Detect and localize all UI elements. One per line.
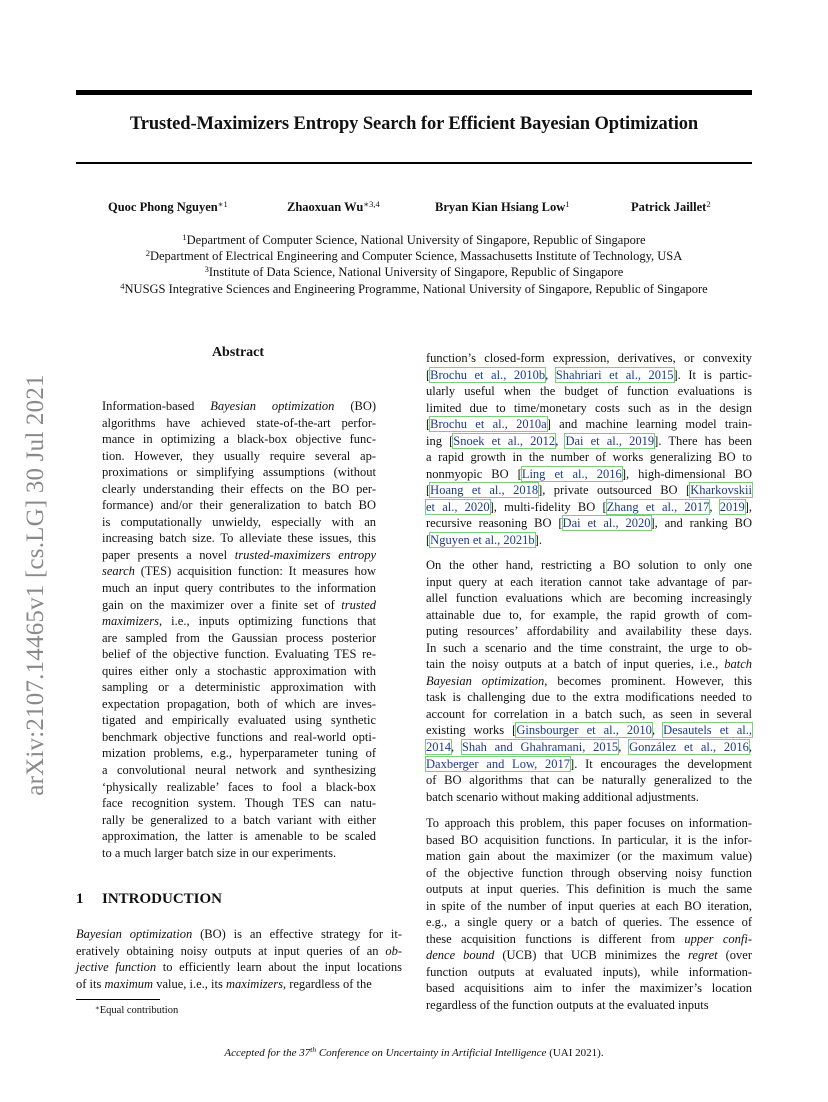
right-paragraph-3 [426,815,752,1014]
author-name: Quoc Phong Nguyen [108,200,218,214]
text-line: based BO acquisition functions. In particular, it is the infor- [426,832,752,847]
text-line: formance) and/or their generalization to batch BO [102,498,376,513]
text-line: these acquisition functions is different from upper confi- [426,931,752,946]
text-line: quires either only a stochastic approximation with [102,663,376,678]
text-line: mation gain about the maximizer (or the maximum value) [426,849,752,864]
abstract-body [102,398,376,861]
author-name: Patrick Jaillet [631,200,707,214]
section-title: INTRODUCTION [102,891,223,907]
arxiv-identifier: arXiv:2107.14465v1 [cs.LG] 30 Jul 2021 [22,374,49,796]
author-3 [435,199,570,215]
text-line: of BO algorithms that can be naturally generalized to the [426,773,752,788]
text-line: maximizers, i.e., inputs optimizing functions that [102,614,376,629]
text-line: in spite of the number of input queries at each BO iteration, [426,898,752,913]
text-line: e.g., a single query or a batch of queries. The essence of [426,915,752,930]
text-line: Bayesian optimization, becomes prominent. However, this [426,673,753,688]
text-line: batch scenario without making additional adjustments. [426,789,699,804]
right-paragraph-2 [426,557,752,805]
text-line: et al., 2020], multi-fidelity BO [Zhang et al., 2017, 2019], [426,499,752,514]
footnote [95,1004,178,1016]
abstract-heading: Abstract [211,345,265,360]
text-line: ing [Snoek et al., 2012, Dai et al., 2019]. There has been [426,433,752,448]
text-line: tion. However, they usually require several ap- [102,448,376,463]
text-line: sampling or a deterministic approximation with [102,680,376,695]
text-line: mance in optimizing a black-box objective func- [102,432,376,447]
text-line: Daxberger and Low, 2017]. It encourages the development [426,756,753,771]
text-line: of its maximum value, i.e., its maximizers, regardless of the [76,976,372,991]
text-line: of the objective function through observing noisy function [426,865,752,880]
text-line: [Nguyen et al., 2021b]. [426,533,542,548]
footnote-rule [76,999,160,1000]
text-line: account for correlation in a batch such, as seen in several [426,706,752,721]
text-line: a rapid growth in the number of works generalizing BO to [426,450,752,465]
text-line: existing works [Ginsbourger et al., 2010, Desautels et al., [426,723,752,738]
paper-title: Trusted-Maximizers Entropy Search for Efficient Bayesian Optimization [129,114,699,134]
affiliation-4: $^4$NUSGS Integrative Sciences and Engineering Programme, National University of Singapore, Republic of Singapore [120,281,708,296]
text-line: Information-based Bayesian optimization (BO) [102,399,377,413]
text-line: 2014, Shah and Ghahramani, 2015, González et al., 2016, [426,740,753,755]
text-line: tigated and empirically evaluated using synthetic [102,713,376,728]
section-heading-introduction [76,891,222,908]
text-line: [Brochu et al., 2010b, Shahriari et al., 2015]. It is partic- [426,367,752,382]
text-line: paper presents a novel trusted-maximizers entropy [102,547,376,562]
text-line: ularly useful when the budget of function evaluations is [426,384,752,399]
text-line: gain on the maximizer over a finite set of trusted [102,597,376,612]
text-line: function outputs at evaluated inputs), while information- [426,964,752,979]
affiliation-3: $^3$Institute of Data Science, National University of Singapore, Republic of Singapore [204,264,624,279]
introduction-body [76,926,402,992]
text-line: face recognition system. Though TES can natu- [102,796,376,811]
author-sup: 2 [706,199,711,209]
text-line: ‘physically realizable’ faces to fool a black-box [102,779,376,794]
section-number: 1 [76,891,84,907]
text-line: jective function to efficiently learn about the input locations [76,960,402,975]
text-line: regardless of the function outputs at the evaluated inputs [426,998,709,1013]
text-line: puting resources’ affordability and availability these days. [426,624,752,639]
footnote-text: Equal contribution [99,1005,179,1016]
text-line: eratively obtaining noisy outputs at input queries of an ob- [76,943,402,958]
text-line: proximations or simplifying assumptions (without [102,465,376,480]
text-line: belief of the objective function. Evaluating TES re- [102,647,376,662]
text-line: tain the noisy outputs at a batch of input queries, i.e., batch [426,657,752,672]
text-line: mization problems, e.g., hyperparameter tuning of [102,746,376,761]
text-line: Bayesian optimization (BO) is an effective strategy for it- [76,927,402,941]
text-line: approximation, the latter is amenable to be scaled [102,829,376,844]
text-line: increasing batch size. To alleviate these issues, this [102,531,376,546]
author-4 [631,199,711,215]
text-line: algorithms have achieved state-of-the-art perfor- [102,415,376,430]
text-line: based acquisitions aim to infer the maximizer’s location [426,981,752,996]
text-line: recursive reasoning BO [Dai et al., 2020], and ranking BO [426,516,752,531]
text-line: to a much larger batch size in our experiments. [102,845,337,860]
text-line: a convolutional neural network and synthesizing [102,763,376,778]
text-line: benchmark objective functions and real-world opti- [102,729,376,744]
text-line: [Brochu et al., 2010a] and machine learning model train- [426,417,752,432]
author-sup: 1 [565,199,570,209]
text-line: To approach this problem, this paper focuses on information- [426,816,752,830]
text-line: input query at each iteration cannot take advantage of par- [426,574,752,589]
text-line: is computationally unwieldy, especially with an [102,514,376,529]
footnote-mark: ∗ [95,1004,100,1012]
right-paragraph-1 [426,350,752,549]
text-line: On the other hand, restricting a BO solution to only one [426,558,752,572]
author-2 [287,199,380,215]
text-line: In such a scenario and the time constraint, the urge to ob- [426,640,752,655]
text-line: [Hoang et al., 2018], private outsourced BO [Kharkovskii [426,483,752,498]
text-line: function’s closed-form expression, derivatives, or convexity [426,351,752,365]
title-rule [76,162,752,164]
author-name: Bryan Kian Hsiang Low [435,200,566,214]
text-line: outputs at input queries. This definition is much the same [426,882,752,897]
text-line: allel function evaluations which are becoming increasingly [426,591,752,606]
text-line: search (TES) acquisition function: It measures how [102,564,376,579]
text-line: limited due to time/monetary costs such as in the design [426,400,752,415]
text-line: task is challenging due to the extra modifications needed to [426,690,752,705]
author-sup: ∗3,4 [363,199,380,209]
text-line: expectation propagation, both of which are inves- [102,696,376,711]
top-rule [76,90,752,95]
acceptance-note: Accepted for the 37th Conference on Uncertainty in Artificial Intelligence (UAI 2021). [224,1045,604,1059]
author-1 [108,199,228,215]
affiliation-1: $^1$Department of Computer Science, National University of Singapore, Republic of Singapore [182,232,646,247]
text-line: much an input query contributes to the information [102,581,376,596]
text-line: are sampled from the Gaussian process posterior [102,630,376,645]
text-line: nonmyopic BO [Ling et al., 2016], high-dimensional BO [426,466,753,481]
affiliation-2: $^2$Department of Electrical Engineering and Computer Science, Massachusetts Institute of Technology, USA [145,248,683,263]
text-line: clearly understanding their effects on the BO per- [102,481,376,496]
text-line: dence bound (UCB) that UCB minimizes the regret (over [426,948,753,963]
author-sup: ∗1 [217,199,228,209]
author-name: Zhaoxuan Wu [287,200,364,214]
text-line: rally be generalized to a batch variant with either [102,812,376,827]
text-line: attainable due to, for example, the rapid growth of com- [426,607,752,622]
